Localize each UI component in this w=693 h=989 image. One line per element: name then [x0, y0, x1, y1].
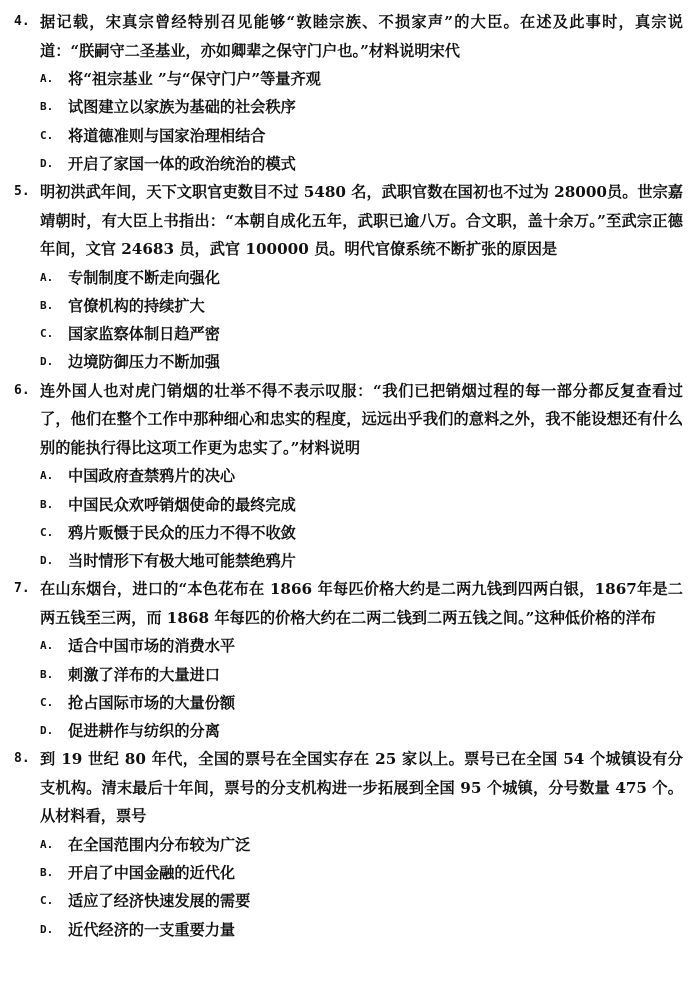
- option-letter: A.: [40, 72, 54, 86]
- option-letter: A.: [40, 469, 54, 483]
- option-a: [14, 632, 683, 660]
- option-text: 当时情形下有极大地可能禁绝鸦片: [68, 551, 296, 570]
- option-letter: C.: [40, 894, 54, 908]
- option-letter: C.: [40, 525, 54, 539]
- option-list: [14, 264, 683, 377]
- question-head: [14, 745, 683, 831]
- question-stem: 到 19 世纪 80 年代，全国的票号在全国实存在 25 家以上。票号已在全国 54 个城镇设有分支机构。清末最后十年间，票号的分支机构进一步拓展到全国 95 个城镇，分号数量 475 个。从材料看，票号: [40, 750, 683, 826]
- option-b: [14, 292, 683, 320]
- option-a: [14, 264, 683, 292]
- option-letter: D.: [40, 553, 54, 567]
- option-text: 将道德准则与国家治理相结合: [68, 126, 266, 145]
- option-text: 适应了经济快速发展的需要: [68, 892, 251, 911]
- question-8: [14, 745, 683, 944]
- option-letter: B.: [40, 497, 54, 511]
- option-text: 中国政府查禁鸦片的决心: [68, 467, 236, 486]
- option-c: [14, 519, 683, 547]
- option-list: [14, 632, 683, 745]
- option-text: 在全国范围内分布较为广泛: [68, 835, 251, 854]
- option-text: 试图建立以家族为基础的社会秩序: [68, 98, 296, 117]
- option-text: 专制制度不断走向强化: [68, 268, 220, 287]
- question-number: 8.: [14, 751, 30, 767]
- option-text: 鸦片贩慑于民众的压力不得不收敛: [68, 523, 296, 542]
- question-number: 5.: [14, 184, 30, 199]
- option-text: 开启了家国一体的政治统治的模式: [68, 154, 296, 173]
- option-letter: C.: [40, 327, 54, 341]
- option-d: [14, 547, 683, 575]
- option-letter: C.: [40, 128, 54, 142]
- option-text: 国家监察体制日趋严密: [68, 325, 220, 344]
- question-stem: 在山东烟台，进口的“本色花布在 1866 年每匹价格大约是二两九钱到四两白银，1867年是二两五钱至三两，而 1868 年每匹的价格大约在二两二钱到二两五钱之间。”这种低价格的洋布: [40, 580, 683, 627]
- option-letter: D.: [40, 922, 54, 936]
- option-letter: B.: [40, 298, 54, 312]
- question-number: 4.: [14, 14, 30, 29]
- question-head: [14, 575, 683, 632]
- option-letter: D.: [40, 156, 54, 170]
- question-stem: 据记载，宋真宗曾经特别召见能够“敦睦宗族、不损家声”的大臣。在述及此事时，真宗说道：“朕嗣守二圣基业，亦如卿辈之保守门户也。”材料说明宋代: [40, 13, 683, 60]
- option-d: [14, 150, 683, 178]
- option-d: [14, 717, 683, 745]
- option-letter: A.: [40, 639, 54, 653]
- option-letter: C.: [40, 695, 54, 709]
- option-letter: D.: [40, 723, 54, 737]
- option-a: [14, 462, 683, 490]
- question-number: 7.: [14, 581, 30, 597]
- question-head: [14, 8, 683, 65]
- question-head: [14, 178, 683, 264]
- option-text: 将“祖宗基业 ”与“保守门户”等量齐观: [68, 70, 321, 89]
- option-c: [14, 320, 683, 348]
- question-6: [14, 377, 683, 576]
- option-a: [14, 831, 683, 859]
- option-text: 近代经济的一支重要力量: [68, 920, 236, 939]
- option-c: [14, 122, 683, 150]
- option-list: [14, 65, 683, 178]
- option-b: [14, 93, 683, 121]
- option-list: [14, 831, 683, 944]
- option-text: 官僚机构的持续扩大: [68, 296, 205, 315]
- option-letter: B.: [40, 866, 54, 880]
- question-head: [14, 377, 683, 463]
- option-b: [14, 661, 683, 689]
- option-letter: A.: [40, 837, 54, 851]
- option-b: [14, 859, 683, 887]
- option-text: 边境防御压力不断加强: [68, 353, 220, 372]
- option-list: [14, 462, 683, 575]
- option-text: 开启了中国金融的近代化: [68, 864, 236, 883]
- option-c: [14, 689, 683, 717]
- question-number: 6.: [14, 382, 30, 398]
- question-stem: 连外国人也对虎门销烟的壮举不得不表示叹服：“我们已把销烟过程的每一部分都反复查看过了，他们在整个工作中那种细心和忠实的程度，远远出乎我们的意料之外，我不能设想还有什么别的能执行得比这项工作更为忠实了。”材料说明: [40, 381, 683, 457]
- option-d: [14, 916, 683, 944]
- option-a: [14, 65, 683, 93]
- option-text: 中国民众欢呼销烟使命的最终完成: [68, 495, 296, 514]
- question-4: [14, 8, 683, 178]
- option-c: [14, 887, 683, 915]
- option-text: 促进耕作与纺织的分离: [68, 721, 220, 740]
- option-text: 抢占国际市场的大量份额: [68, 693, 236, 712]
- option-letter: B.: [40, 667, 54, 681]
- option-letter: D.: [40, 355, 54, 369]
- question-7: [14, 575, 683, 745]
- option-letter: B.: [40, 100, 54, 114]
- option-letter: A.: [40, 270, 54, 284]
- option-b: [14, 491, 683, 519]
- option-d: [14, 348, 683, 376]
- question-5: [14, 178, 683, 377]
- option-text: 适合中国市场的消费水平: [68, 637, 236, 656]
- question-stem: 明初洪武年间，天下文职官吏数目不过 5480 名，武职官数在国初也不过为 28000员。世宗嘉靖朝时，有大臣上书指出：“本朝自成化五年，武职已逾八万。合文职，盖十余万。”至武宗正德年间，文官 24683 员，武官 100000 员。明代官僚系统不断扩张的原因是: [40, 183, 683, 259]
- option-text: 刺激了洋布的大量进口: [68, 665, 220, 684]
